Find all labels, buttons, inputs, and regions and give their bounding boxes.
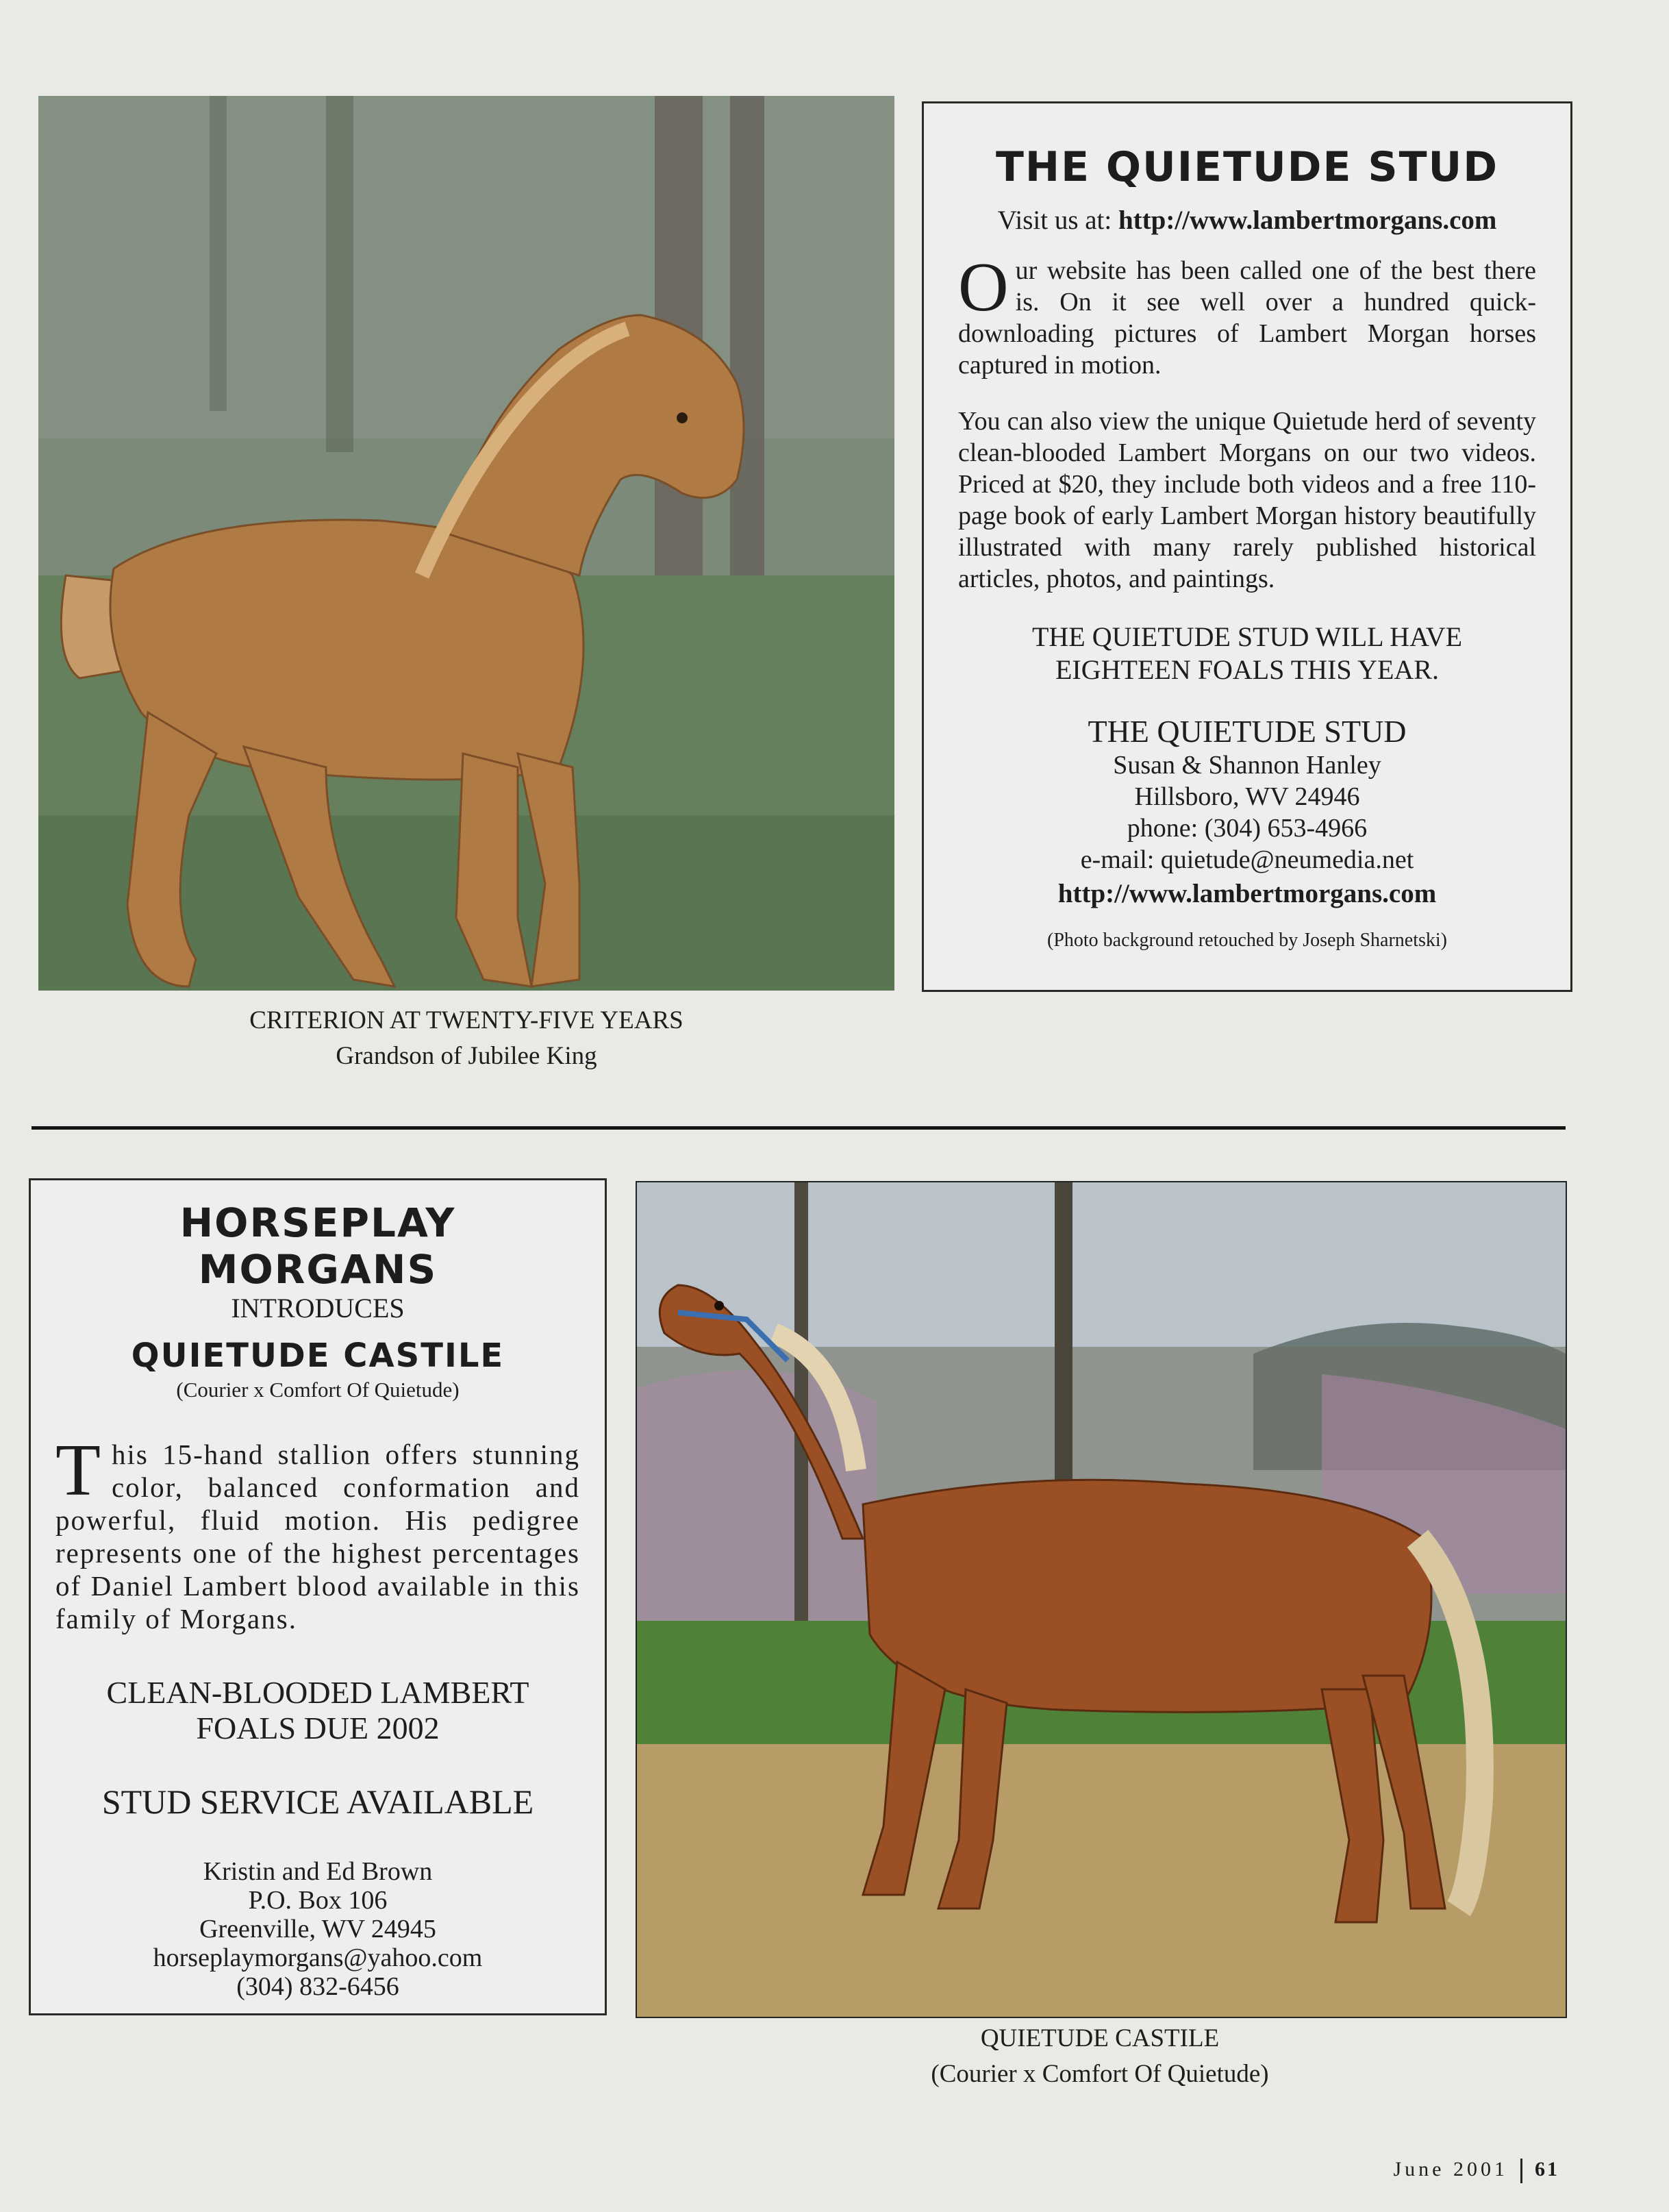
photo-credit: (Photo background retouched by Joseph Sharnetski): [1047, 930, 1447, 951]
stud-service: STUD SERVICE AVAILABLE: [101, 1782, 534, 1821]
contact-owners: Susan & Shannon Hanley: [1113, 751, 1381, 780]
introduces-label: INTRODUCES: [231, 1293, 405, 1324]
quietude-stud-ad: [922, 101, 1572, 992]
horse-name: QUIETUDE CASTILE: [131, 1337, 505, 1375]
ad-title: THE QUIETUDE STUD: [995, 143, 1499, 191]
horse-photo-criterion: [38, 96, 894, 991]
contact-phone: (304) 832-6456: [236, 1972, 399, 2001]
drop-cap: T: [55, 1430, 102, 1511]
visit-url-link[interactable]: http://www.lambertmorgans.com: [1118, 206, 1497, 235]
contact-box: P.O. Box 106: [248, 1886, 388, 1915]
visit-prefix: Visit us at:: [997, 206, 1112, 235]
footer-separator: [1520, 2159, 1522, 2183]
contact-address: Hillsboro, WV 24946: [1134, 782, 1360, 811]
horse-photo-castile: [636, 1181, 1567, 2018]
photo2-caption: [636, 2021, 1564, 2092]
ad-body: [55, 1430, 580, 1635]
photo1-caption: [38, 1003, 894, 1074]
issue-date: June 2001: [1393, 2158, 1508, 2180]
contact-name: Kristin and Ed Brown: [203, 1857, 433, 1886]
horseplay-morgans-ad: [29, 1178, 607, 2015]
foals-announcement: [958, 621, 1536, 686]
contact-url-link[interactable]: http://www.lambertmorgans.com: [1057, 879, 1437, 908]
drop-cap: O: [958, 249, 1009, 326]
horse-illustration: [38, 96, 894, 991]
pedigree: (Courier x Comfort Of Quietude): [176, 1378, 460, 1402]
contact-email[interactable]: e-mail: quietude@neumedia.net: [1080, 845, 1414, 874]
body-text: his 15-hand stallion offers stunning color, balanced conformation and powerful, fluid motion. His pedigree represents one of the highest percentages of Daniel Lambert blood available in this family of Morgans.: [55, 1439, 580, 1635]
contact-city: Greenville, WV 24945: [199, 1915, 436, 1943]
horse-illustration: [637, 1182, 1566, 2017]
photo1-caption-subtitle: Grandson of Jubilee King: [336, 1042, 597, 1070]
visit-line: [958, 205, 1536, 236]
photo2-caption-subtitle: (Courier x Comfort Of Quietude): [931, 2060, 1269, 2088]
photo1-caption-title: CRITERION AT TWENTY-FIVE YEARS: [249, 1006, 683, 1034]
contact-email[interactable]: horseplaymorgans@yahoo.com: [153, 1943, 483, 1972]
ad-title: HORSEPLAY MORGANS: [179, 1200, 456, 1293]
foals-line-2: FOALS DUE 2002: [196, 1711, 440, 1745]
ad-paragraph-1: [958, 249, 1536, 381]
page-number: 61: [1535, 2158, 1559, 2180]
foals-line-1: CLEAN-BLOODED LAMBERT: [106, 1675, 529, 1710]
stud-name: THE QUIETUDE STUD: [1088, 714, 1407, 749]
announce-line-1: THE QUIETUDE STUD WILL HAVE: [1031, 621, 1463, 652]
paragraph-1-text: ur website has been called one of the best there is. On it see well over a hundred quick-downloading pictures of Lambert Morgan horses captured in motion.: [958, 256, 1536, 380]
contact-phone: phone: (304) 653-4966: [1127, 814, 1368, 843]
photo2-caption-title: QUIETUDE CASTILE: [980, 2024, 1220, 2052]
section-divider: [32, 1126, 1566, 1130]
announce-line-2: EIGHTEEN FOALS THIS YEAR.: [1055, 654, 1439, 685]
ad-paragraph-2: You can also view the unique Quietude herd of seventy clean-blooded Lambert Morgans on our two videos. Priced at $20, they include both videos and a free 110-page book of early Lambert Morgan history beautifully illustrated with many rarely published historical articles, photos, and paintings.: [958, 407, 1536, 593]
page-footer: [1394, 2158, 1560, 2183]
